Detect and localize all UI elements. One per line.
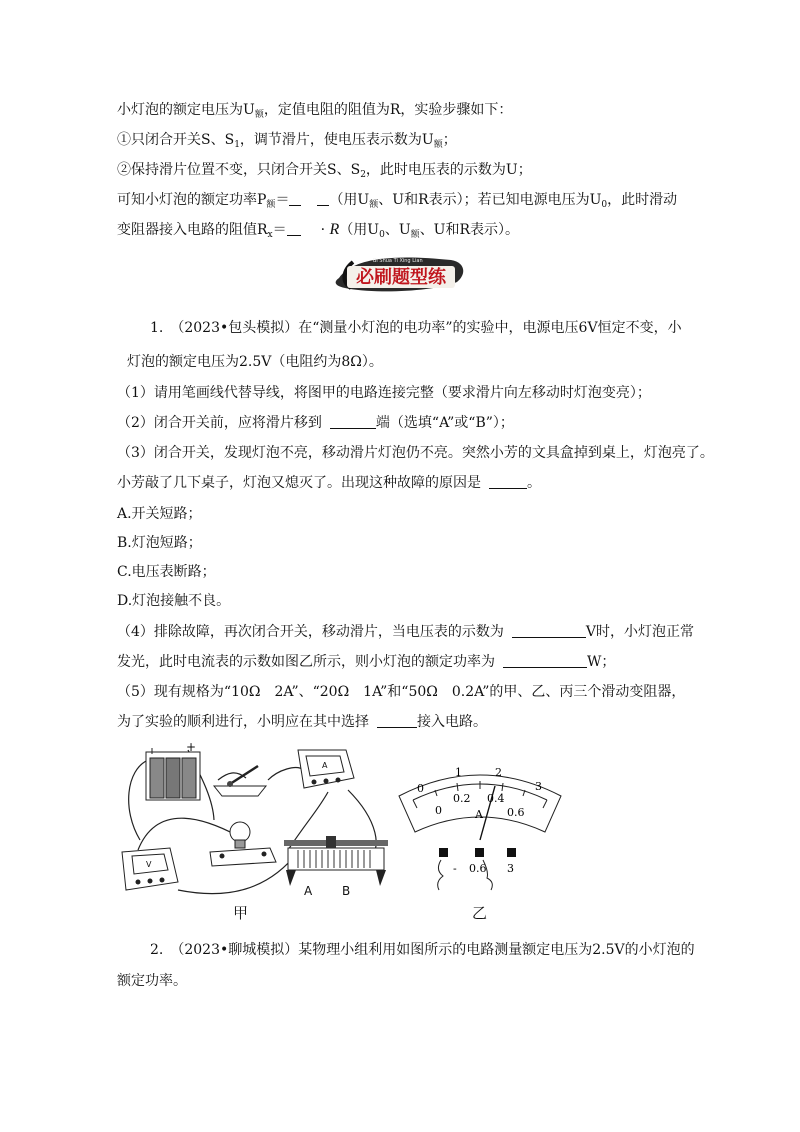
scale-top-3: 3	[535, 780, 542, 793]
intro-step-2: ②保持滑片位置不变，只闭合开关S、$S_2$，此时电压表的示数为U；	[117, 162, 532, 180]
scale-bottom-2: 0.4	[487, 792, 505, 805]
battery-plus: +	[186, 740, 197, 754]
q1-part-5-line-2: 为了实验的顺利进行，小明应在其中选择 接入电路。	[117, 714, 487, 730]
q1-part-3-line-1: （3）闭合开关，发现灯泡不亮，移动滑片灯泡仍不亮。突然小芳的文具盒掉到桌上，灯泡亮了。	[117, 445, 714, 461]
ammeter-icon	[298, 750, 354, 788]
scale-top-0: 0	[417, 782, 424, 795]
figure-caption-jia: 甲	[233, 904, 249, 922]
intro-step-1: ①只闭合开关S、$S_1$，调节滑片，使电压表示数为$U_额$；	[117, 132, 457, 150]
scale-bottom-0: 0	[435, 804, 442, 817]
blank-resistance	[287, 221, 301, 236]
blank-rheostat	[377, 713, 417, 728]
intro-line-1: 小灯泡的额定电压为$U_额$，定值电阻的阻值为R，实验步骤如下：	[117, 102, 513, 120]
q1-part-4-line-1: （4）排除故障，再次闭合开关，移动滑片，当电压表的示数为 V时，小灯泡正常	[117, 624, 695, 640]
intro-power-formula: 可知小灯泡的额定功率$P_额=$ （用$U_额$、U和R表示）；若已知电源电压为$U_0$，此时滑动	[117, 192, 678, 210]
q1-part-4-line-2: 发光，此时电流表的示数如图乙所示，则小灯泡的额定功率为 W；	[117, 654, 616, 670]
scale-bottom-3: 0.6	[507, 806, 525, 819]
ammeter-dial	[395, 760, 565, 900]
q1-stem-line-2: 灯泡的额定电压为2.5V（电阻约为8Ω）。	[127, 354, 383, 370]
section-banner	[333, 252, 467, 294]
terminal-3: 3	[507, 862, 514, 875]
q1-option-c: C.电压表断路；	[117, 564, 216, 580]
meter-unit: A	[475, 808, 483, 821]
q1-stem-line-1: 1. （2023•包头模拟）在“测量小灯泡的电功率”的实验中，电源电压6V恒定不变，小	[150, 320, 682, 336]
q1-part-1: （1）请用笔画线代替导线，将图甲的电路连接完整（要求滑片向左移动时灯泡变亮）；	[117, 385, 651, 401]
scale-top-2: 2	[495, 766, 502, 779]
q1-option-d: D.灯泡接触不良。	[117, 593, 231, 609]
blank-power	[317, 191, 329, 206]
q1-option-b: B.灯泡短路；	[117, 535, 202, 551]
terminal-0-6: 0.6	[469, 862, 487, 875]
lamp-icon	[210, 822, 276, 866]
blank-voltage	[512, 623, 586, 638]
banner-small-text: Bi Shua Ti Xing Lian	[373, 258, 423, 264]
q1-part-5-line-1: （5）现有规格为“10Ω 2A”、“20Ω 1A”和“50Ω 0.2A”的甲、乙、丙三个滑动变阻器，	[117, 684, 686, 700]
scale-bottom-1: 0.2	[453, 792, 471, 805]
q2-stem-line-2: 额定功率。	[117, 973, 187, 989]
q1-option-a: A.开关短路；	[117, 506, 202, 522]
blank-power-value	[503, 653, 587, 668]
banner-title: 必刷题型练	[356, 267, 446, 288]
figure-caption-yi: 乙	[472, 904, 488, 922]
switch-icon	[214, 766, 266, 796]
terminal-minus: -	[453, 862, 457, 875]
q2-stem-line-1: 2. （2023•聊城模拟）某物理小组利用如图所示的电路测量额定电压为2.5V的小灯泡的	[150, 942, 695, 958]
ammeter-label: A	[322, 761, 328, 770]
rheostat-icon	[284, 836, 388, 898]
rheostat-b-label: B	[342, 884, 351, 898]
voltmeter-icon	[122, 848, 178, 890]
battery-icon	[146, 740, 200, 800]
q1-part-3-line-2: 小芳敲了几下桌子，灯泡又熄灭了。出现这种故障的原因是 。	[117, 475, 541, 491]
scale-top-1: 1	[455, 766, 462, 779]
blank-endpoint	[330, 414, 376, 429]
rheostat-a-label: A	[304, 884, 313, 898]
circuit-diagram	[118, 740, 400, 910]
q1-part-2: （2）闭合开关前，应将滑片移到 端（选填“A”或“B”）；	[117, 415, 514, 431]
blank-fault	[489, 474, 527, 489]
voltmeter-label: V	[146, 860, 152, 869]
intro-resistance-formula: 变阻器接入电路的阻值$R_x= \cdot R$（用$U_0$、$U_额$、U和R表示）。	[117, 221, 520, 240]
